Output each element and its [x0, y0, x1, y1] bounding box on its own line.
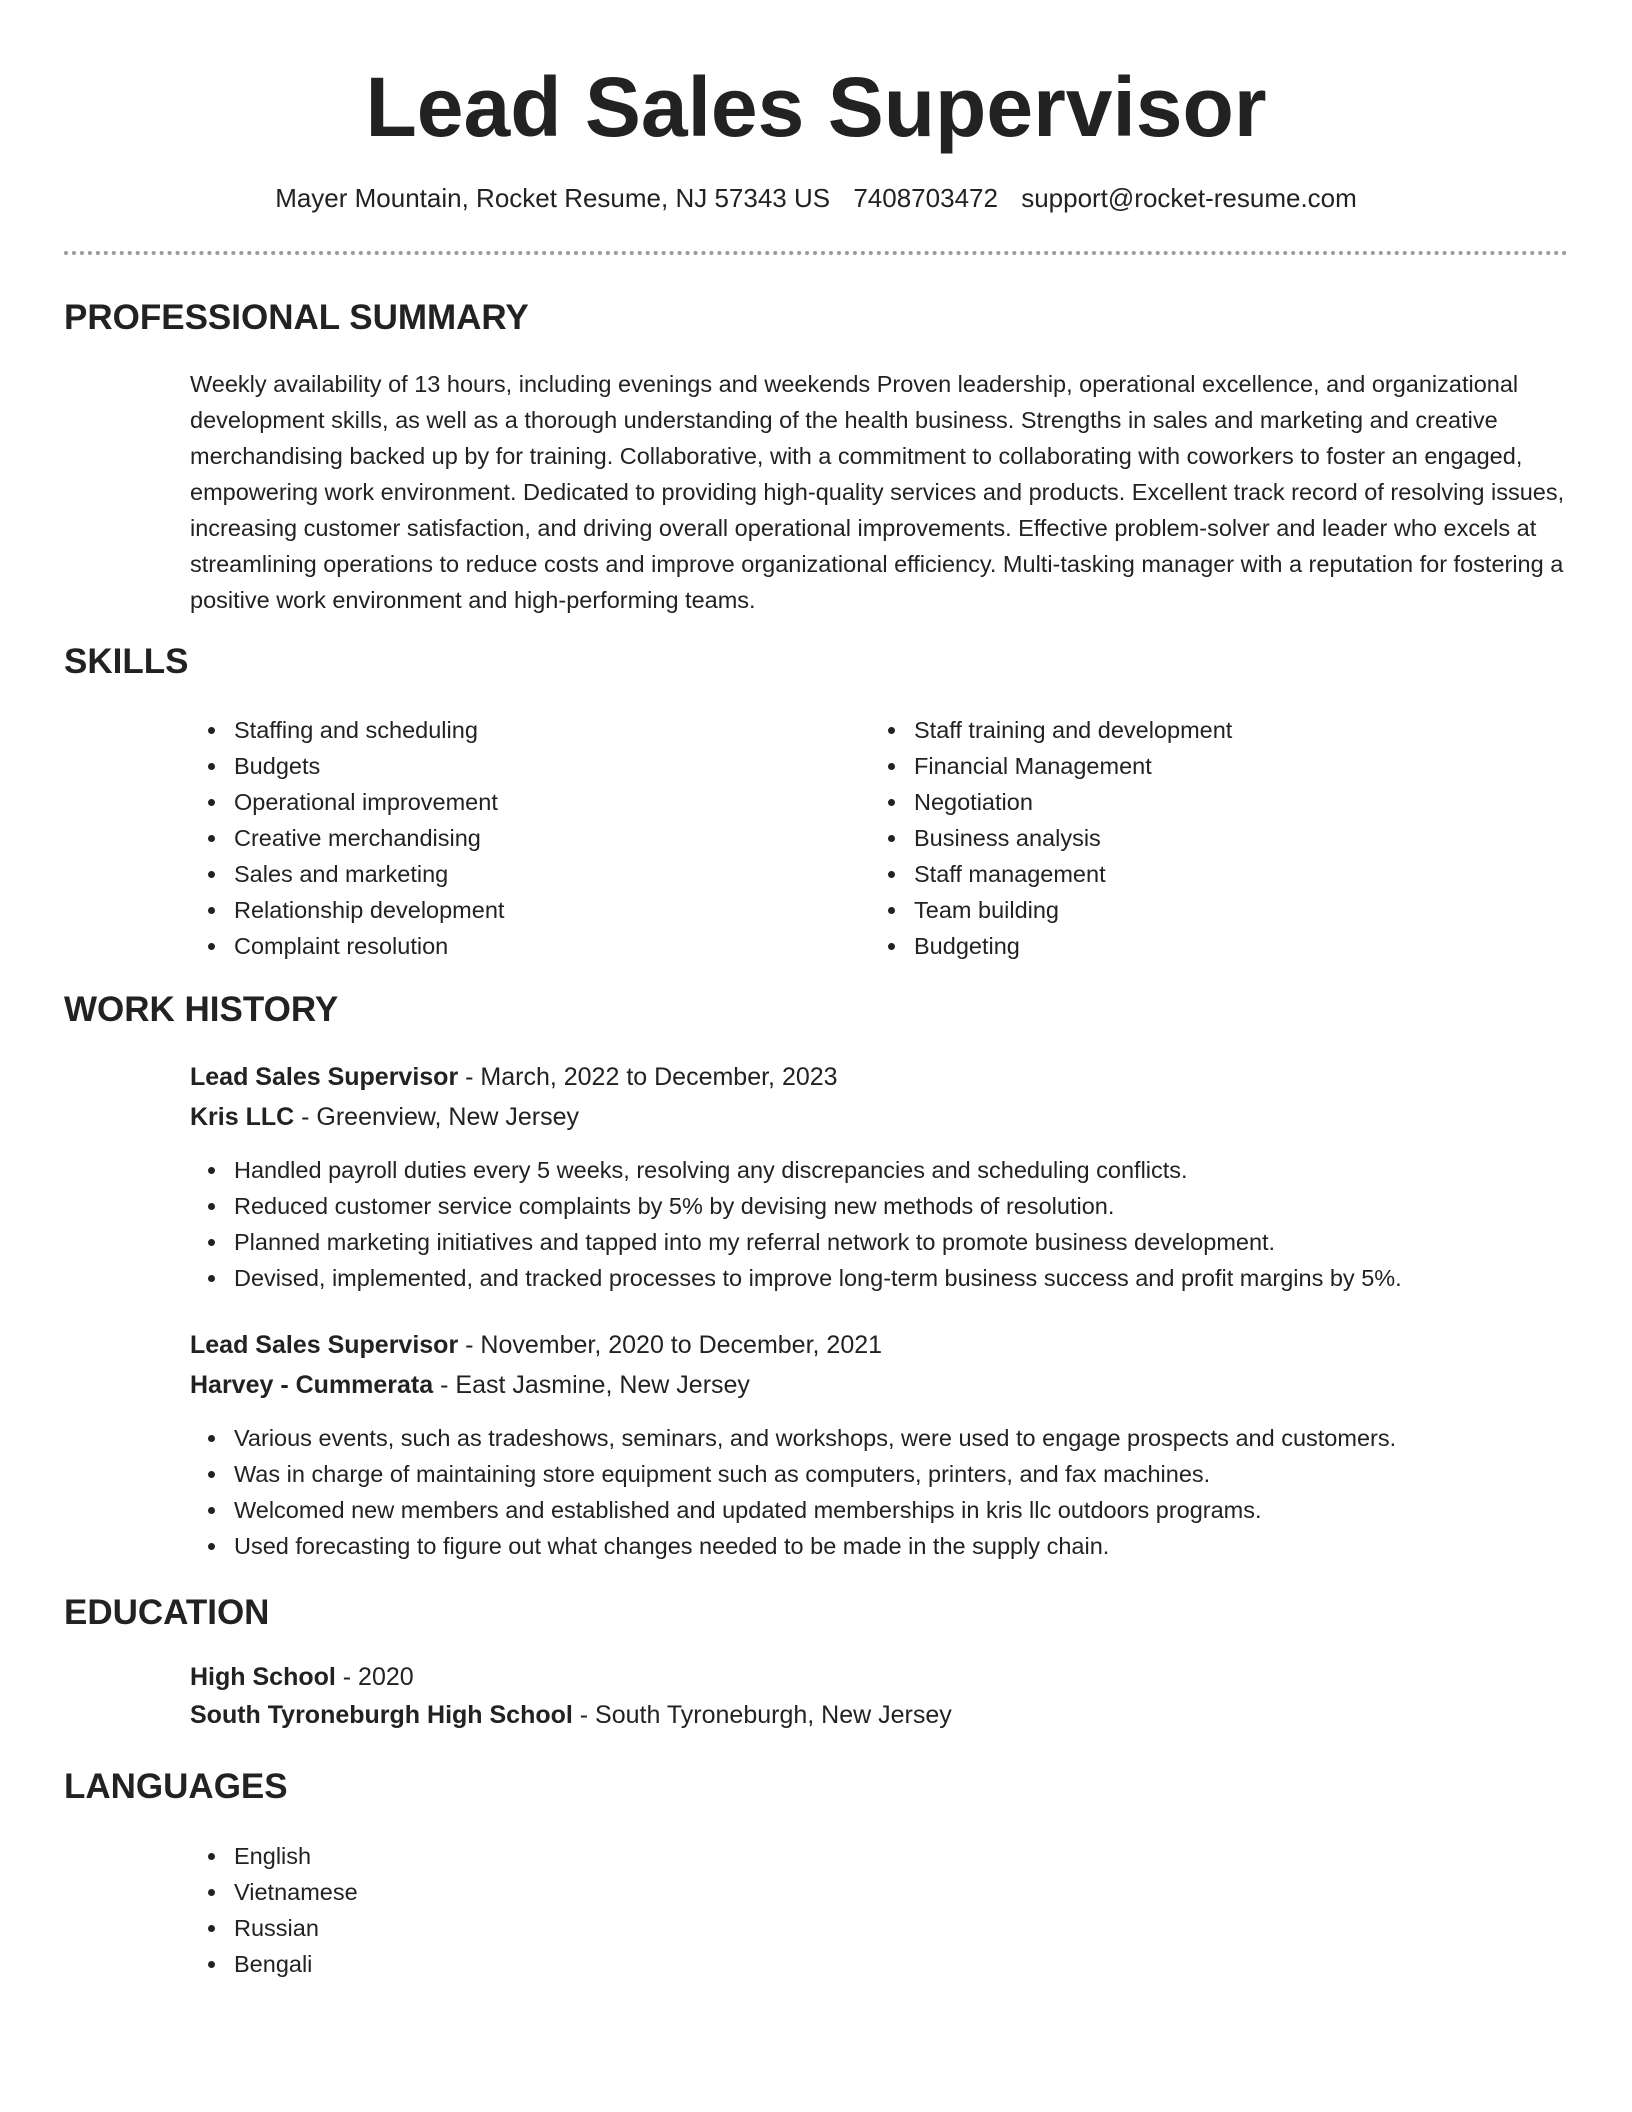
list-item: Bengali: [190, 1946, 790, 1982]
education-degree: High School: [190, 1663, 336, 1691]
job-2-bullets: [190, 1420, 1570, 1564]
job-2-location: - East Jasmine, New Jersey: [433, 1371, 750, 1399]
list-item: Reduced customer service complaints by 5% by devising new methods of resolution.: [190, 1188, 1570, 1224]
list-item: English: [190, 1838, 790, 1874]
job-1-company-line: [190, 1097, 579, 1137]
job-1-role: Lead Sales Supervisor: [190, 1063, 459, 1091]
list-item: Operational improvement: [190, 784, 830, 820]
job-1-dates: - March, 2022 to December, 2023: [458, 1063, 838, 1091]
list-item: Was in charge of maintaining store equipment such as computers, printers, and fax machines.: [190, 1456, 1570, 1492]
job-1-bullets: [190, 1152, 1570, 1296]
job-1-location: - Greenview, New Jersey: [294, 1103, 580, 1131]
job-2-company: Harvey - Cummerata: [190, 1371, 434, 1399]
job-2-dates: - November, 2020 to December, 2021: [458, 1331, 883, 1359]
education-location: - South Tyroneburgh, New Jersey: [572, 1701, 952, 1729]
list-item: Negotiation: [870, 784, 1510, 820]
list-item: Relationship development: [190, 892, 830, 928]
work-history-title: WORK HISTORY: [64, 990, 339, 1029]
education-degree-line: [190, 1657, 414, 1697]
job-2-company-line: [190, 1365, 750, 1405]
list-item: Budgeting: [870, 928, 1510, 964]
skills-title: SKILLS: [64, 642, 189, 681]
summary-text: Weekly availability of 13 hours, including evenings and weekends Proven leadership, operational excellence, and organizational development skills, as well as a thorough understanding of the health business. Strengths in sales and marketing and creative merchandising backed up by for training. Collaborative, with a commitment to collaborating with coworkers to foster an engaged, empowering work environment. Dedicated to providing high-quality services and products. Excellent track record of resolving issues, increasing customer satisfaction, and driving overall operational improvements. Effective problem-solver and leader who excels at streamlining operations to reduce costs and improve organizational efficiency. Multi-tasking manager with a reputation for fostering a positive work environment and high-performing teams.: [190, 371, 1565, 613]
education-title: EDUCATION: [64, 1593, 270, 1632]
list-item: Creative merchandising: [190, 820, 830, 856]
skills-list-left: [190, 712, 830, 964]
list-item: Team building: [870, 892, 1510, 928]
list-item: Welcomed new members and established and updated memberships in kris llc outdoors programs.: [190, 1492, 1570, 1528]
summary-title: PROFESSIONAL SUMMARY: [64, 298, 529, 337]
list-item: Financial Management: [870, 748, 1510, 784]
list-item: Budgets: [190, 748, 830, 784]
job-1-title-line: [190, 1057, 838, 1097]
list-item: Staff management: [870, 856, 1510, 892]
list-item: Russian: [190, 1910, 790, 1946]
header-divider: [64, 251, 1568, 255]
list-item: Sales and marketing: [190, 856, 830, 892]
list-item: Used forecasting to figure out what changes needed to be made in the supply chain.: [190, 1528, 1570, 1564]
contact-line: [0, 178, 1632, 218]
job-2-role: Lead Sales Supervisor: [190, 1331, 459, 1359]
list-item: Staff training and development: [870, 712, 1510, 748]
list-item: Business analysis: [870, 820, 1510, 856]
languages-title: LANGUAGES: [64, 1767, 288, 1806]
list-item: Complaint resolution: [190, 928, 830, 964]
list-item: Vietnamese: [190, 1874, 790, 1910]
job-2-title-line: [190, 1325, 882, 1365]
education-school-line: [190, 1695, 952, 1735]
job-1-company: Kris LLC: [190, 1103, 295, 1131]
contact-email: support@rocket-resume.com: [1021, 183, 1357, 213]
list-item: Staffing and scheduling: [190, 712, 830, 748]
contact-phone: 7408703472: [853, 183, 998, 213]
languages-list: [190, 1838, 790, 1982]
list-item: Devised, implemented, and tracked processes to improve long-term business success and profit margins by 5%.: [190, 1260, 1570, 1296]
resume-name: Lead Sales Supervisor: [365, 60, 1267, 154]
list-item: Planned marketing initiatives and tapped into my referral network to promote business development.: [190, 1224, 1570, 1260]
contact-address: Mayer Mountain, Rocket Resume, NJ 57343 US: [275, 183, 831, 213]
list-item: Handled payroll duties every 5 weeks, resolving any discrepancies and scheduling conflicts.: [190, 1152, 1570, 1188]
education-school: South Tyroneburgh High School: [190, 1701, 573, 1729]
education-year: - 2020: [335, 1663, 414, 1691]
skills-list-right: [870, 712, 1510, 964]
list-item: Various events, such as tradeshows, seminars, and workshops, were used to engage prospects and customers.: [190, 1420, 1570, 1456]
